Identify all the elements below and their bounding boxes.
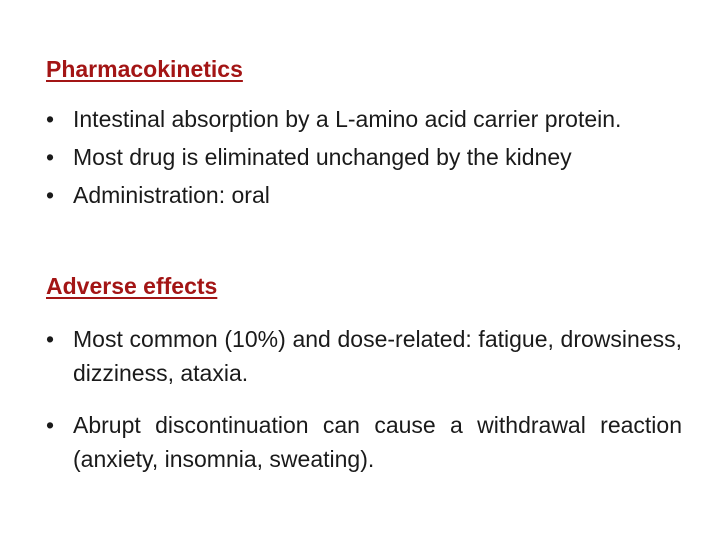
list-item-text: Administration: oral: [73, 182, 270, 208]
pharmacokinetics-heading: Pharmacokinetics: [46, 56, 243, 82]
bullet-icon: •: [46, 144, 55, 170]
list-item-text: Abrupt discontinuation can cause a withdrawal reaction (anxiety, insomnia, sweating).: [73, 412, 682, 472]
list-item: [46, 102, 682, 136]
list-item-text: Intestinal absorption by a L-amino acid carrier protein.: [73, 106, 622, 132]
list-item: [46, 178, 682, 212]
list-item-text: Most common (10%) and dose-related: fatigue, drowsiness, dizziness, ataxia.: [73, 326, 682, 386]
list-item-text: Most drug is eliminated unchanged by the kidney: [73, 144, 572, 170]
adverse-effects-heading: Adverse effects: [46, 273, 218, 299]
pharmacokinetics-list: [46, 102, 682, 216]
bullet-icon: •: [46, 326, 55, 352]
bullet-icon: •: [46, 106, 55, 132]
bullet-icon: •: [46, 412, 55, 438]
list-item: [46, 322, 682, 390]
bullet-icon: •: [46, 182, 55, 208]
list-item: [46, 140, 682, 174]
adverse-effects-list: [46, 322, 682, 494]
list-item: [46, 408, 682, 476]
